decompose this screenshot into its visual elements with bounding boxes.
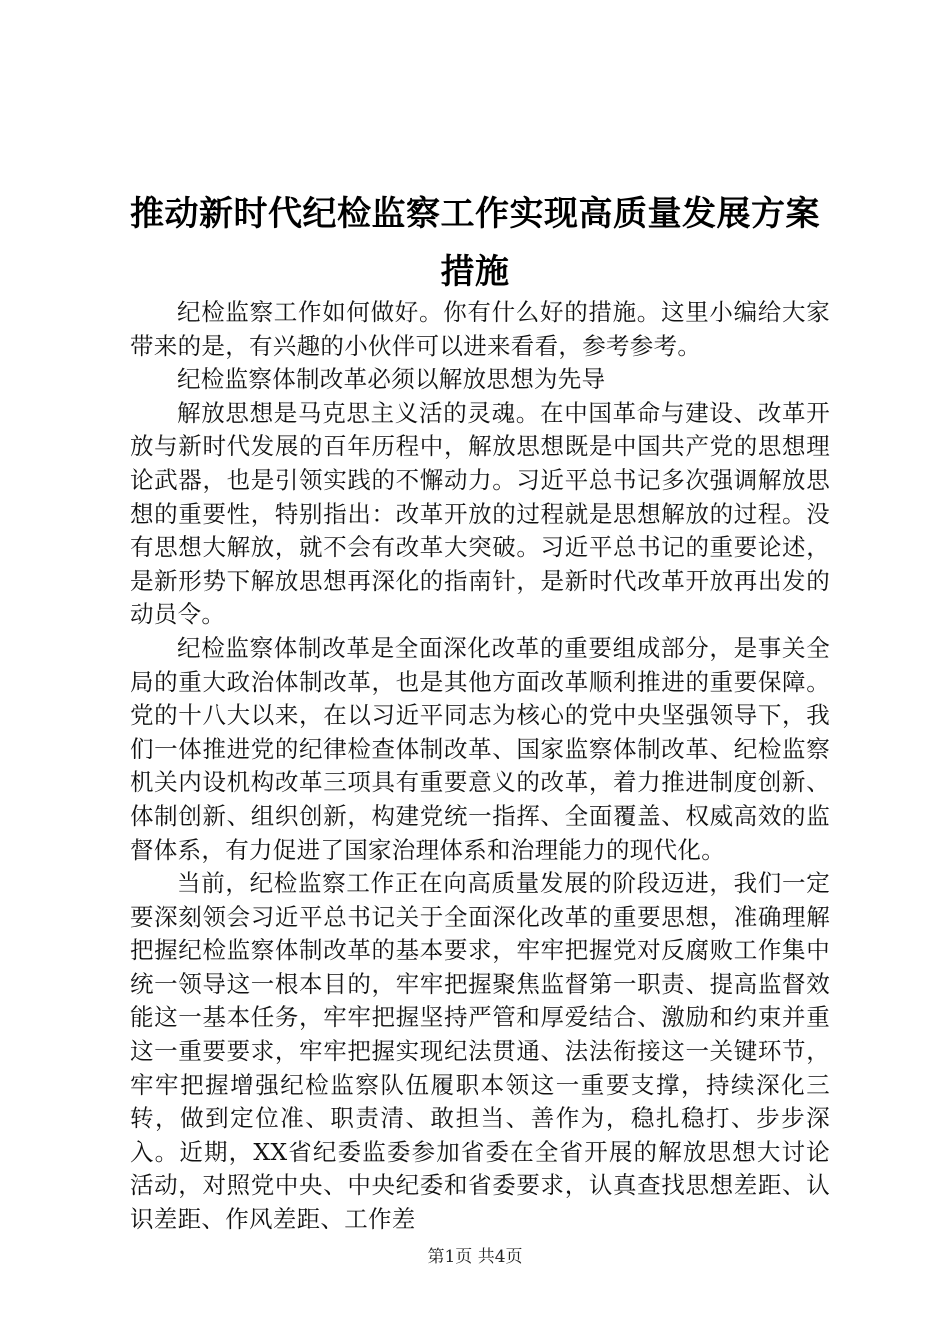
document-title-line-2: 措施 [440,252,510,292]
page-number-footer: 第1页 共4页 [427,1247,523,1267]
body-paragraph: 解放思想是马克思主义活的灵魂。在中国革命与建设、改革开放与新时代发展的百年历程中，解放思想既是中国共产党的思想理论武器，也是引领实践的不懈动力。习近平总书记多次强调解放思想的重要性，特别指出：改革开放的过程就是思想解放的过程。没有思想大解放，就不会有改革大突破。习近平总书记的重要论述，是新形势下解放思想再深化的指南针，是新时代改革开放再出发的动员令。 [130,398,830,629]
body-paragraph: 纪检监察体制改革是全面深化改革的重要组成部分，是事关全局的重大政治体制改革，也是其他方面改革顺利推进的重要保障。党的十八大以来，在以习近平同志为核心的党中央坚强领导下，我们一体推进党的纪律检查体制改革、国家监察体制改革、纪检监察机关内设机构改革三项具有重要意义的改革，着力推进制度创新、体制创新、组织创新，构建党统一指挥、全面覆盖、权威高效的监督体系，有力促进了国家治理体系和治理能力的现代化。 [130,633,830,864]
section-heading: 纪检监察体制改革必须以解放思想为先导 [177,365,606,394]
intro-paragraph: 纪检监察工作如何做好。你有什么好的措施。这里小编给大家带来的是，有兴趣的小伙伴可以进来看看，参考参考。 [130,298,830,360]
document-body [130,296,830,1237]
body-paragraph: 当前，纪检监察工作正在向高质量发展的阶段迈进，我们一定要深刻领会习近平总书记关于全面深化改革的重要思想，准确理解把握纪检监察体制改革的基本要求，牢牢把握党对反腐败工作集中统一领导这一根本目的，牢牢把握聚焦监督第一职责、提高监督效能这一基本任务，牢牢把握坚持严管和厚爱结合、激励和约束并重这一重要要求，牢牢把握实现纪法贯通、法法衔接这一关键环节，牢牢把握增强纪检监察队伍履职本领这一重要支撑，持续深化三转，做到定位准、职责清、敢担当、善作为，稳扎稳打、步步深入。近期，XX省纪委监委参加省委在全省开展的解放思想大讨论活动，对照党中央、中央纪委和省委要求，认真查找思想差距、认识差距、作风差距、工作差 [130,869,830,1234]
document-title-line-1: 推动新时代纪检监察工作实现高质量发展方案 [130,194,820,234]
